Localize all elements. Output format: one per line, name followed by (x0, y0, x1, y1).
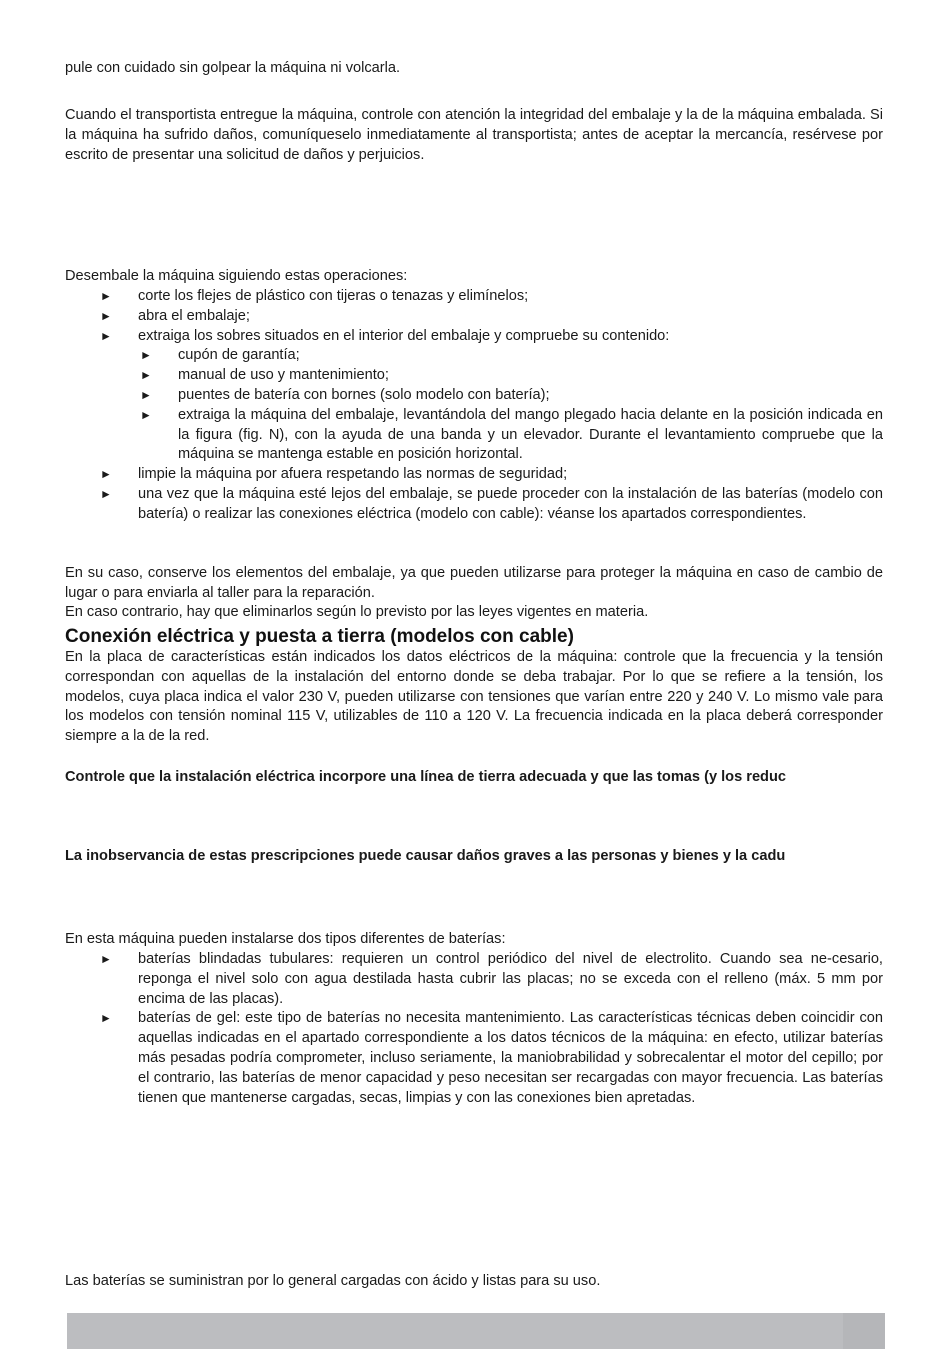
list-item: ► abra el embalaje; (65, 307, 883, 327)
list-item: ► limpie la máquina por afuera respetando las normas de seguridad; (65, 465, 883, 485)
bullet-arrow-icon: ► (100, 486, 112, 501)
ground-warning: Controle que la instalación eléctrica incorpore una línea de tierra adecuada y que las tomas (y los reduc (65, 769, 787, 785)
footer-tab (843, 1313, 885, 1349)
envelope-contents-list (138, 346, 883, 465)
bullet-arrow-icon: ► (140, 348, 152, 363)
unpacking-lead: Desembale la máquina siguiendo estas operaciones: (65, 268, 408, 284)
batteries-lead: En esta máquina pueden instalarse dos tipos diferentes de baterías: (65, 931, 506, 947)
noncompliance-warning: La inobservancia de estas prescripciones puede causar daños graves a las personas y bienes y la cadu (65, 848, 786, 864)
bullet-arrow-icon: ► (140, 387, 152, 402)
list-item: ► baterías blindadas tubulares: requieren un control periódico del nivel de electrolito. Cuando sea ne-cesario, reponga el nivel solo con agua destilada hasta cubrir las placas; no se exceda con el relleno (máx. 5 mm por encima de las placas). (100, 951, 883, 1007)
electrical-paragraph: En la placa de características están indicados los datos eléctricos de la máquina: controle que la frecuencia y la tensión correspondan con aquellas de la instalación del entorno donde se deba trabajar. Por lo que se refiere a la tensión, los modelos, cuya placa indica el valor 230 V, pueden utilizarse con tensiones que varían entre 220 y 240 V. Lo mismo vale para los modelos con tensión nominal 115 V, utilizables de 110 a 120 V. La frecuencia indicada en la placa deberá corresponder siempre a la de la red. (65, 649, 883, 745)
list-item: ► baterías de gel: este tipo de baterías no necesita mantenimiento. Las características técnicas deben coincidir con aquellas indicadas en el apartado correspondiente a los datos técnicos de la máquina: en efecto, utilizar baterías más pesadas podría comprometer, incluso seriamente, la maniobrabilidad y sobrecalentar el motor del cepillo; por el contrario, las baterías de menor capacidad y peso necesitan ser recargadas con mayor frecuencia. Las baterías tienen que mantenerse cargadas, secas, limpias y con las conexiones bien apretadas. (100, 1010, 883, 1106)
bullet-arrow-icon: ► (140, 368, 152, 383)
reception-paragraph: Cuando el transportista entregue la máquina, controle con atención la integridad del embalaje y la de la máquina embalada. Si la máquina ha sufrido daños, comuníqueselo inmediatamente al transportista; antes de aceptar la mercancía, resérvese por escrito de presentar una solicitud de daños y perjuicios. (65, 107, 883, 163)
section-heading: Conexión eléctrica y puesta a tierra (modelos con cable) (65, 626, 574, 647)
bullet-arrow-icon: ► (100, 952, 112, 966)
dispose-packaging-paragraph: En caso contrario, hay que eliminarlos según lo previsto por las leyes vigentes en materia. (65, 604, 649, 620)
intro-line: pule con cuidado sin golpear la máquina ni volcarla. (65, 60, 401, 76)
list-item: ► puentes de batería con bornes (solo modelo con batería); (138, 386, 883, 406)
batteries-supplied-paragraph: Las baterías se suministran por lo general cargadas con ácido y listas para su uso. (65, 1273, 601, 1289)
list-item: ► una vez que la máquina esté lejos del embalaje, se puede proceder con la instalación de las baterías (modelo con batería) o realizar las conexiones eléctrica (modelo con cable): véanse los apartados correspondientes. (100, 485, 883, 522)
footer-bar (67, 1313, 885, 1349)
bullet-arrow-icon: ► (140, 407, 152, 422)
keep-packaging-paragraph: En su caso, conserve los elementos del embalaje, ya que pueden utilizarse para proteger la máquina en caso de cambio de lugar o para enviarla al taller para la reparación. (65, 565, 883, 601)
battery-types-list (65, 950, 883, 1108)
bullet-arrow-icon: ► (100, 328, 112, 343)
list-item: ► extraiga la máquina del embalaje, levantándola del mango plegado hacia delante en la posición indicada en la figura (fig. N), con la ayuda de una banda y un elevador. Durante el levantamiento compruebe que la máquina se mantenga estable en posición horizontal. (140, 406, 883, 463)
unpacking-list (65, 287, 883, 525)
bullet-arrow-icon: ► (100, 289, 112, 303)
list-item: ► extraiga los sobres situados en el interior del embalaje y compruebe su contenido: ► cupón de garantía; ► manual de uso y mantenimiento; ► puentes de batería con bornes (solo modelo con batería); ► extraiga la máquina del embalaje, levantándola del mango plegado hacia delante en la posición indicada en la figura (fig. N), con la ayuda de una banda y un elevador. Durante el levantamiento compruebe que la máquina se mantenga estable en posición horizontal. (65, 327, 883, 466)
bullet-arrow-icon: ► (100, 467, 112, 482)
list-item: ► cupón de garantía; (138, 346, 883, 366)
bullet-arrow-icon: ► (100, 1011, 112, 1026)
bullet-arrow-icon: ► (100, 308, 112, 323)
list-item: ► corte los flejes de plástico con tijeras o tenazas y elimínelos; (65, 287, 883, 307)
list-item: ► manual de uso y mantenimiento; (138, 366, 883, 386)
